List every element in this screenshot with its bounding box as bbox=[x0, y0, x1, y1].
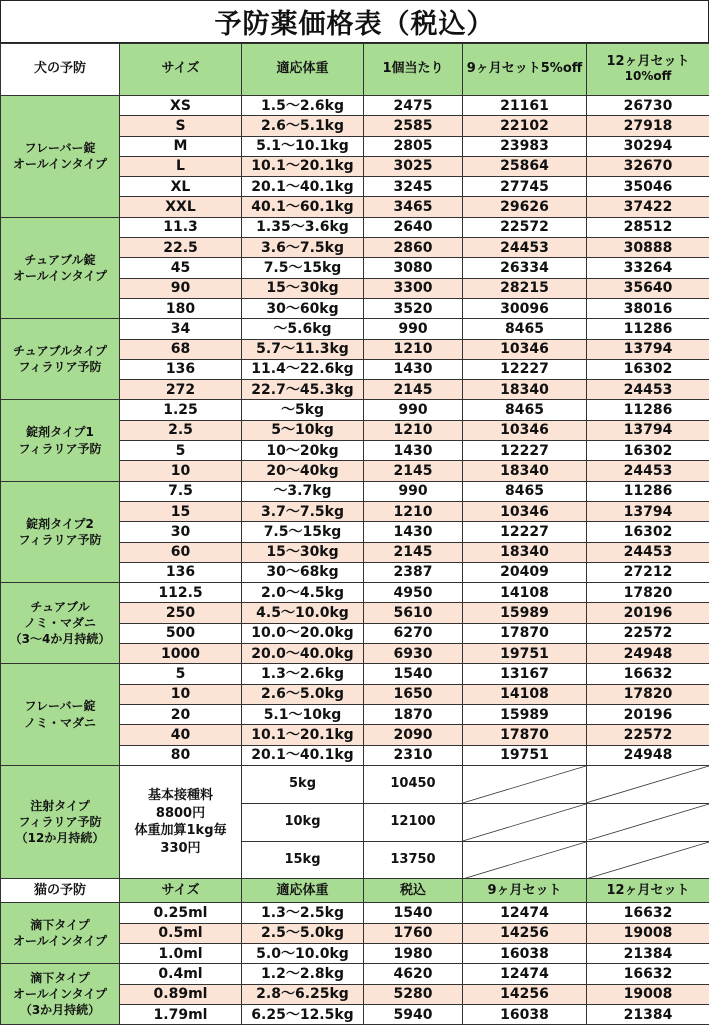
table-cell: 16632 bbox=[587, 664, 709, 684]
table-cell: 136 bbox=[120, 562, 242, 582]
group-name-line: ノミ・マダニ bbox=[1, 615, 119, 631]
table-cell: 16632 bbox=[587, 964, 709, 984]
table-cell: 60 bbox=[120, 542, 242, 562]
table-cell: 180 bbox=[120, 298, 242, 318]
table-cell: 16302 bbox=[587, 522, 709, 542]
table-cell: 40 bbox=[120, 725, 242, 745]
table-row bbox=[1, 400, 709, 420]
table-cell: 13794 bbox=[587, 339, 709, 359]
product-name bbox=[1, 903, 120, 964]
table-cell: 14256 bbox=[463, 923, 587, 943]
table-cell: ～3.7kg bbox=[242, 481, 364, 501]
table-cell: 5.1～10.1kg bbox=[242, 136, 364, 156]
table-cell: 29626 bbox=[463, 197, 587, 217]
table-cell: 7.5～15kg bbox=[242, 258, 364, 278]
table-cell: 8465 bbox=[463, 481, 587, 501]
table-cell: 27918 bbox=[587, 116, 709, 136]
table-cell: XXL bbox=[120, 197, 242, 217]
table-cell: 1.3～2.6kg bbox=[242, 664, 364, 684]
column-header: 税込 bbox=[364, 879, 463, 903]
table-cell: 19008 bbox=[587, 923, 709, 943]
table-cell: 7.5 bbox=[120, 481, 242, 501]
table-cell: 25864 bbox=[463, 156, 587, 176]
group-name-line: オールインタイプ bbox=[1, 933, 119, 949]
table-cell: 2585 bbox=[364, 116, 463, 136]
diagonal-line bbox=[587, 766, 709, 803]
table-cell: 35640 bbox=[587, 278, 709, 298]
table-cell: 30 bbox=[120, 522, 242, 542]
table-cell: 30～68kg bbox=[242, 562, 364, 582]
group-name-line: フレーバー錠 bbox=[1, 140, 119, 156]
table-cell: 30096 bbox=[463, 298, 587, 318]
table-cell: 3.6～7.5kg bbox=[242, 238, 364, 258]
group-name-line: フィラリア予防 bbox=[1, 359, 119, 375]
table-cell: 40.1～60.1kg bbox=[242, 197, 364, 217]
group-name-line: フィラリア予防 bbox=[1, 441, 119, 457]
page-title: 予防薬価格表（税込） bbox=[0, 0, 709, 43]
header-row bbox=[1, 879, 709, 903]
product-name bbox=[1, 964, 120, 1025]
table-cell: 8465 bbox=[463, 400, 587, 420]
injection-row bbox=[1, 765, 709, 803]
table-row bbox=[1, 664, 709, 684]
table-cell: 3300 bbox=[364, 278, 463, 298]
table-cell: 1540 bbox=[364, 664, 463, 684]
table-cell: 1430 bbox=[364, 359, 463, 379]
group-name-line: フィラリア予防 bbox=[1, 532, 119, 548]
table-cell: 19008 bbox=[587, 984, 709, 1004]
diagonal-line bbox=[463, 804, 586, 841]
table-cell: S bbox=[120, 116, 242, 136]
table-cell: 2310 bbox=[364, 745, 463, 765]
table-row bbox=[1, 903, 709, 923]
group-name-line: チュアブル bbox=[1, 599, 119, 615]
table-cell: 990 bbox=[364, 481, 463, 501]
table-cell: 272 bbox=[120, 380, 242, 400]
table-cell: 11286 bbox=[587, 319, 709, 339]
table-cell: 10kg bbox=[242, 803, 364, 841]
header-row bbox=[1, 44, 709, 96]
table-cell: 5610 bbox=[364, 603, 463, 623]
injection-note-line: 基本接種料 bbox=[120, 787, 241, 805]
group-name-line: フレーバー錠 bbox=[1, 698, 119, 714]
table-cell: 80 bbox=[120, 745, 242, 765]
table-cell: 21161 bbox=[463, 96, 587, 116]
table-cell: 0.89ml bbox=[120, 984, 242, 1004]
table-cell: 2387 bbox=[364, 562, 463, 582]
table-cell: 11286 bbox=[587, 400, 709, 420]
table-cell: 13750 bbox=[364, 841, 463, 879]
empty-cell bbox=[463, 765, 587, 803]
table-cell: 19751 bbox=[463, 644, 587, 664]
group-name-line: 滴下タイプ bbox=[1, 970, 119, 986]
table-cell: 27745 bbox=[463, 177, 587, 197]
table-cell: 18340 bbox=[463, 542, 587, 562]
table-cell: 45 bbox=[120, 258, 242, 278]
table-cell: 22572 bbox=[587, 623, 709, 643]
table-cell: 11286 bbox=[587, 481, 709, 501]
table-cell: 34 bbox=[120, 319, 242, 339]
table-cell: 16302 bbox=[587, 441, 709, 461]
table-cell: 24948 bbox=[587, 644, 709, 664]
table-cell: 5 bbox=[120, 664, 242, 684]
table-cell: M bbox=[120, 136, 242, 156]
table-cell: 990 bbox=[364, 319, 463, 339]
table-cell: 16302 bbox=[587, 359, 709, 379]
table-cell: 136 bbox=[120, 359, 242, 379]
diagonal-line bbox=[587, 842, 709, 879]
table-cell: 15989 bbox=[463, 603, 587, 623]
table-cell: 8465 bbox=[463, 319, 587, 339]
group-name-line: チュアブルタイプ bbox=[1, 343, 119, 359]
table-cell: 5.0～10.0kg bbox=[242, 944, 364, 964]
table-cell: 5.7～11.3kg bbox=[242, 339, 364, 359]
table-cell: 20 bbox=[120, 704, 242, 724]
table-cell: 1210 bbox=[364, 339, 463, 359]
column-header: サイズ bbox=[120, 44, 242, 96]
table-cell: 10.0～20.0kg bbox=[242, 623, 364, 643]
group-name-line: 錠剤タイプ2 bbox=[1, 516, 119, 532]
table-cell: 1000 bbox=[120, 644, 242, 664]
table-cell: 1.79ml bbox=[120, 1004, 242, 1024]
table-cell: 22102 bbox=[463, 116, 587, 136]
table-row bbox=[1, 964, 709, 984]
table-cell: 1430 bbox=[364, 522, 463, 542]
column-header: 9ヶ月セット5%off bbox=[463, 44, 587, 96]
table-cell: 20～40kg bbox=[242, 461, 364, 481]
table-cell: 22572 bbox=[587, 725, 709, 745]
table-cell: 22572 bbox=[463, 217, 587, 237]
table-cell: 15 bbox=[120, 501, 242, 521]
group-name-line: オールインタイプ bbox=[1, 268, 119, 284]
table-cell: 1.0ml bbox=[120, 944, 242, 964]
table-cell: 2.6～5.1kg bbox=[242, 116, 364, 136]
group-name-line: 滴下タイプ bbox=[1, 917, 119, 933]
table-cell: 19751 bbox=[463, 745, 587, 765]
table-cell: 2.6～5.0kg bbox=[242, 684, 364, 704]
table-cell: XL bbox=[120, 177, 242, 197]
table-cell: 16632 bbox=[587, 903, 709, 923]
product-name bbox=[1, 217, 120, 318]
table-cell: 20.1～40.1kg bbox=[242, 745, 364, 765]
table-cell: 1.5～2.6kg bbox=[242, 96, 364, 116]
table-cell: 1760 bbox=[364, 923, 463, 943]
table-cell: 250 bbox=[120, 603, 242, 623]
table-cell: 2.5 bbox=[120, 420, 242, 440]
table-cell: 2145 bbox=[364, 461, 463, 481]
table-cell: 26334 bbox=[463, 258, 587, 278]
table-cell: 6930 bbox=[364, 644, 463, 664]
table-cell: 3.7～7.5kg bbox=[242, 501, 364, 521]
diagonal-line bbox=[587, 804, 709, 841]
table-cell: 5～10kg bbox=[242, 420, 364, 440]
table-cell: 24948 bbox=[587, 745, 709, 765]
table-cell: 5.1～10kg bbox=[242, 704, 364, 724]
table-cell: 17820 bbox=[587, 684, 709, 704]
table-cell: 0.5ml bbox=[120, 923, 242, 943]
table-cell: 20196 bbox=[587, 603, 709, 623]
table-cell: 2090 bbox=[364, 725, 463, 745]
injection-note-line: 体重加算1kg毎 bbox=[120, 822, 241, 840]
group-name-line: （3か月持続） bbox=[1, 1002, 119, 1018]
group-name-line: オールインタイプ bbox=[1, 986, 119, 1002]
table-cell: 0.25ml bbox=[120, 903, 242, 923]
table-cell: 2805 bbox=[364, 136, 463, 156]
table-cell: 1430 bbox=[364, 441, 463, 461]
table-cell: 17870 bbox=[463, 725, 587, 745]
table-cell: 12474 bbox=[463, 903, 587, 923]
table-cell: 12100 bbox=[364, 803, 463, 841]
table-cell: 30～60kg bbox=[242, 298, 364, 318]
table-cell: 10450 bbox=[364, 765, 463, 803]
product-name bbox=[1, 664, 120, 765]
table-cell: 15～30kg bbox=[242, 278, 364, 298]
table-cell: 27212 bbox=[587, 562, 709, 582]
table-cell: 11.3 bbox=[120, 217, 242, 237]
table-cell: 68 bbox=[120, 339, 242, 359]
table-cell: 4620 bbox=[364, 964, 463, 984]
empty-cell bbox=[587, 803, 709, 841]
table-cell: 1.35～3.6kg bbox=[242, 217, 364, 237]
column-header: 適応体重 bbox=[242, 44, 364, 96]
column-header-line: 10%off bbox=[587, 70, 709, 84]
table-cell: 21384 bbox=[587, 944, 709, 964]
table-cell: 13167 bbox=[463, 664, 587, 684]
table-cell: 26730 bbox=[587, 96, 709, 116]
table-cell: 6270 bbox=[364, 623, 463, 643]
table-cell: 20196 bbox=[587, 704, 709, 724]
injection-note-line: 8800円 bbox=[120, 805, 241, 823]
column-header: 9ヶ月セット bbox=[463, 879, 587, 903]
table-cell: 38016 bbox=[587, 298, 709, 318]
table-row bbox=[1, 319, 709, 339]
table-cell: 3025 bbox=[364, 156, 463, 176]
table-cell: 5940 bbox=[364, 1004, 463, 1024]
diagonal-line bbox=[463, 766, 586, 803]
table-cell: 5280 bbox=[364, 984, 463, 1004]
table-cell: 5 bbox=[120, 441, 242, 461]
table-cell: 22.5 bbox=[120, 238, 242, 258]
table-cell: 10346 bbox=[463, 339, 587, 359]
table-cell: 13794 bbox=[587, 420, 709, 440]
table-cell: 1.2～2.8kg bbox=[242, 964, 364, 984]
table-cell: 23983 bbox=[463, 136, 587, 156]
table-cell: 14108 bbox=[463, 583, 587, 603]
table-cell: 7.5～15kg bbox=[242, 522, 364, 542]
table-cell: 990 bbox=[364, 400, 463, 420]
group-name-line: チュアブル錠 bbox=[1, 252, 119, 268]
table-cell: 18340 bbox=[463, 380, 587, 400]
table-cell: 3245 bbox=[364, 177, 463, 197]
group-name-line: （3～4か月持続） bbox=[1, 631, 119, 647]
table-cell: 28512 bbox=[587, 217, 709, 237]
table-cell: 2.0～4.5kg bbox=[242, 583, 364, 603]
table-cell: 35046 bbox=[587, 177, 709, 197]
table-cell: 17820 bbox=[587, 583, 709, 603]
group-name-line: ノミ・マダニ bbox=[1, 715, 119, 731]
table-cell: 2475 bbox=[364, 96, 463, 116]
table-cell: 6.25～12.5kg bbox=[242, 1004, 364, 1024]
table-cell: 20.1～40.1kg bbox=[242, 177, 364, 197]
table-cell: 24453 bbox=[463, 238, 587, 258]
section-label: 猫の予防 bbox=[1, 879, 120, 903]
table-cell: 112.5 bbox=[120, 583, 242, 603]
table-row bbox=[1, 481, 709, 501]
table-cell: 4950 bbox=[364, 583, 463, 603]
group-name-line: 注射タイプ bbox=[1, 798, 119, 814]
table-cell: 3520 bbox=[364, 298, 463, 318]
injection-note-line: 330円 bbox=[120, 840, 241, 858]
table-cell: 14108 bbox=[463, 684, 587, 704]
table-cell: 1210 bbox=[364, 501, 463, 521]
table-cell: 37422 bbox=[587, 197, 709, 217]
table-cell: 10346 bbox=[463, 501, 587, 521]
table-cell: L bbox=[120, 156, 242, 176]
product-name bbox=[1, 481, 120, 582]
table-row bbox=[1, 96, 709, 116]
table-cell: 4.5～10.0kg bbox=[242, 603, 364, 623]
table-cell: 10 bbox=[120, 461, 242, 481]
table-cell: 22.7～45.3kg bbox=[242, 380, 364, 400]
table-cell: 10 bbox=[120, 684, 242, 704]
table-cell: 15kg bbox=[242, 841, 364, 879]
table-cell: 500 bbox=[120, 623, 242, 643]
table-cell: 12474 bbox=[463, 964, 587, 984]
table-cell: 2860 bbox=[364, 238, 463, 258]
table-cell: 24453 bbox=[587, 461, 709, 481]
table-cell: XS bbox=[120, 96, 242, 116]
table-cell: 28215 bbox=[463, 278, 587, 298]
table-cell: 2.8～6.25kg bbox=[242, 984, 364, 1004]
column-header: 12ヶ月セット bbox=[587, 879, 709, 903]
product-name bbox=[1, 96, 120, 218]
table-cell: 10.1～20.1kg bbox=[242, 725, 364, 745]
empty-cell bbox=[587, 841, 709, 879]
table-cell: 2145 bbox=[364, 542, 463, 562]
table-cell: 15989 bbox=[463, 704, 587, 724]
injection-note bbox=[120, 765, 242, 879]
column-header: 適応体重 bbox=[242, 879, 364, 903]
group-name-line: フィラリア予防 bbox=[1, 814, 119, 830]
table-row bbox=[1, 217, 709, 237]
table-cell: 12227 bbox=[463, 359, 587, 379]
table-cell: 2640 bbox=[364, 217, 463, 237]
product-name bbox=[1, 400, 120, 481]
empty-cell bbox=[587, 765, 709, 803]
empty-cell bbox=[463, 803, 587, 841]
table-cell: 1540 bbox=[364, 903, 463, 923]
table-cell: ～5.6kg bbox=[242, 319, 364, 339]
table-cell: 15～30kg bbox=[242, 542, 364, 562]
table-cell: 21384 bbox=[587, 1004, 709, 1024]
table-cell: 90 bbox=[120, 278, 242, 298]
table-cell: 10.1～20.1kg bbox=[242, 156, 364, 176]
table-cell: 17870 bbox=[463, 623, 587, 643]
table-cell: 13794 bbox=[587, 501, 709, 521]
group-name-line: （12か月持続） bbox=[1, 830, 119, 846]
column-header bbox=[587, 44, 709, 96]
column-header: サイズ bbox=[120, 879, 242, 903]
column-header-line: 12ヶ月セット bbox=[587, 55, 709, 70]
table-cell: 10～20kg bbox=[242, 441, 364, 461]
empty-cell bbox=[463, 841, 587, 879]
table-cell: 16038 bbox=[463, 944, 587, 964]
price-table bbox=[0, 43, 709, 1025]
diagonal-line bbox=[463, 842, 586, 879]
table-cell: 1.3～2.5kg bbox=[242, 903, 364, 923]
table-cell: 2145 bbox=[364, 380, 463, 400]
table-cell: 3465 bbox=[364, 197, 463, 217]
table-cell: 11.4～22.6kg bbox=[242, 359, 364, 379]
table-cell: 1210 bbox=[364, 420, 463, 440]
table-cell: 18340 bbox=[463, 461, 587, 481]
table-cell: 20.0～40.0kg bbox=[242, 644, 364, 664]
table-cell: 1650 bbox=[364, 684, 463, 704]
column-header: 1個当たり bbox=[364, 44, 463, 96]
table-cell: 5kg bbox=[242, 765, 364, 803]
table-cell: 24453 bbox=[587, 542, 709, 562]
table-cell: 20409 bbox=[463, 562, 587, 582]
table-cell: 3080 bbox=[364, 258, 463, 278]
table-cell: 10346 bbox=[463, 420, 587, 440]
table-row bbox=[1, 583, 709, 603]
table-cell: 24453 bbox=[587, 380, 709, 400]
product-name bbox=[1, 765, 120, 879]
table-cell: 1870 bbox=[364, 704, 463, 724]
group-name-line: 錠剤タイプ1 bbox=[1, 424, 119, 440]
table-cell: ～5kg bbox=[242, 400, 364, 420]
table-cell: 30294 bbox=[587, 136, 709, 156]
section-label: 犬の予防 bbox=[1, 44, 120, 96]
group-name-line: オールインタイプ bbox=[1, 156, 119, 172]
table-cell: 16038 bbox=[463, 1004, 587, 1024]
table-cell: 0.4ml bbox=[120, 964, 242, 984]
table-cell: 1980 bbox=[364, 944, 463, 964]
table-cell: 12227 bbox=[463, 441, 587, 461]
table-cell: 2.5～5.0kg bbox=[242, 923, 364, 943]
table-cell: 14256 bbox=[463, 984, 587, 1004]
table-cell: 33264 bbox=[587, 258, 709, 278]
product-name bbox=[1, 583, 120, 664]
product-name bbox=[1, 319, 120, 400]
table-cell: 30888 bbox=[587, 238, 709, 258]
table-cell: 32670 bbox=[587, 156, 709, 176]
table-cell: 1.25 bbox=[120, 400, 242, 420]
table-cell: 12227 bbox=[463, 522, 587, 542]
